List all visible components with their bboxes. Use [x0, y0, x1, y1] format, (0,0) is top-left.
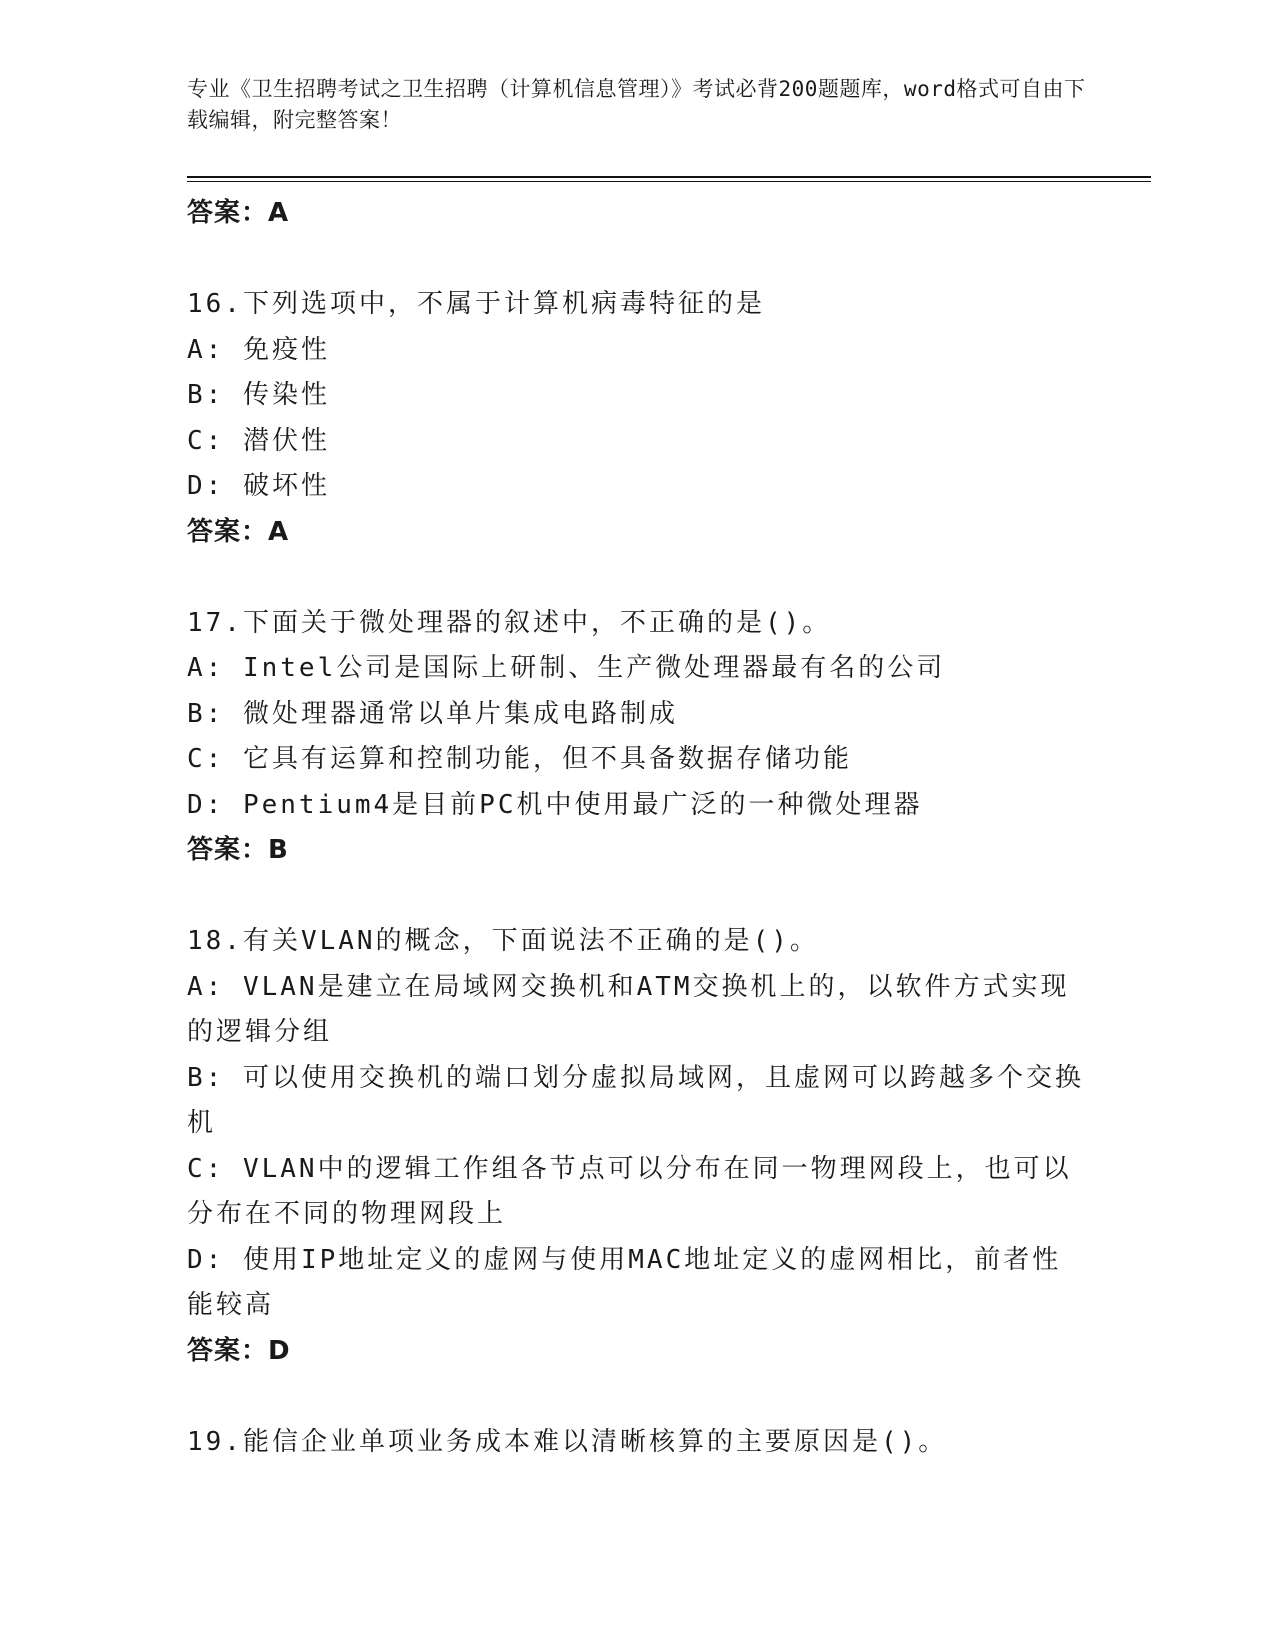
option-d: D: 破坏性: [187, 471, 330, 501]
previous-answer: 答案：A: [187, 198, 290, 228]
question-18: [187, 919, 1087, 1374]
question-stem: 19.能信企业单项业务成本难以清晰核算的主要原因是()。: [187, 1426, 948, 1457]
option-d: D: Pentium4是目前PC机中使用最广泛的一种微处理器: [187, 789, 923, 820]
option-b: B: 微处理器通常以单片集成电路制成: [187, 698, 678, 729]
option-c: C: 潜伏性: [187, 425, 330, 456]
question-stem: 17.下面关于微处理器的叙述中，不正确的是()。: [187, 607, 832, 638]
answer: 答案：D: [187, 1335, 291, 1366]
answer: 答案：B: [187, 835, 289, 865]
spacer: [187, 1374, 1087, 1420]
option-d: D: 使用IP地址定义的虚网与使用MAC地址定义的虚网相比，前者性能较高: [187, 1244, 1062, 1320]
spacer: [187, 237, 1087, 283]
option-b: B: 可以使用交换机的端口划分虚拟局域网，且虚网可以跨越多个交换机: [187, 1062, 1084, 1138]
spacer: [187, 874, 1087, 920]
option-a: A: VLAN是建立在局域网交换机和ATM交换机上的，以软件方式实现的逻辑分组: [187, 971, 1070, 1047]
option-c: C: 它具有运算和控制功能，但不具备数据存储功能: [187, 744, 852, 774]
option-a: A: Intel公司是国际上研制、生产微处理器最有名的公司: [187, 653, 946, 683]
option-a: A: 免疫性: [187, 334, 330, 365]
question-list: [187, 191, 1087, 1465]
answer: 答案：A: [187, 516, 290, 547]
question-stem: 18.有关VLAN的概念，下面说法不正确的是()。: [187, 926, 819, 956]
question-16: [187, 282, 1087, 555]
option-b: B: 传染性: [187, 380, 330, 410]
question-17: [187, 601, 1087, 874]
spacer: [187, 555, 1087, 601]
document-header: 专业《卫生招聘考试之卫生招聘（计算机信息管理）》考试必背200题题库，word格式可自由下载编辑，附完整答案！: [187, 77, 1086, 132]
header-divider-thin: [187, 181, 1151, 182]
question-stem: 16.下列选项中，不属于计算机病毒特征的是: [187, 289, 765, 319]
option-c: C: VLAN中的逻辑工作组各节点可以分布在同一物理网段上，也可以分布在不同的物理网段上: [187, 1153, 1072, 1229]
question-19: [187, 1420, 1087, 1466]
header-divider-thick: [187, 176, 1151, 178]
